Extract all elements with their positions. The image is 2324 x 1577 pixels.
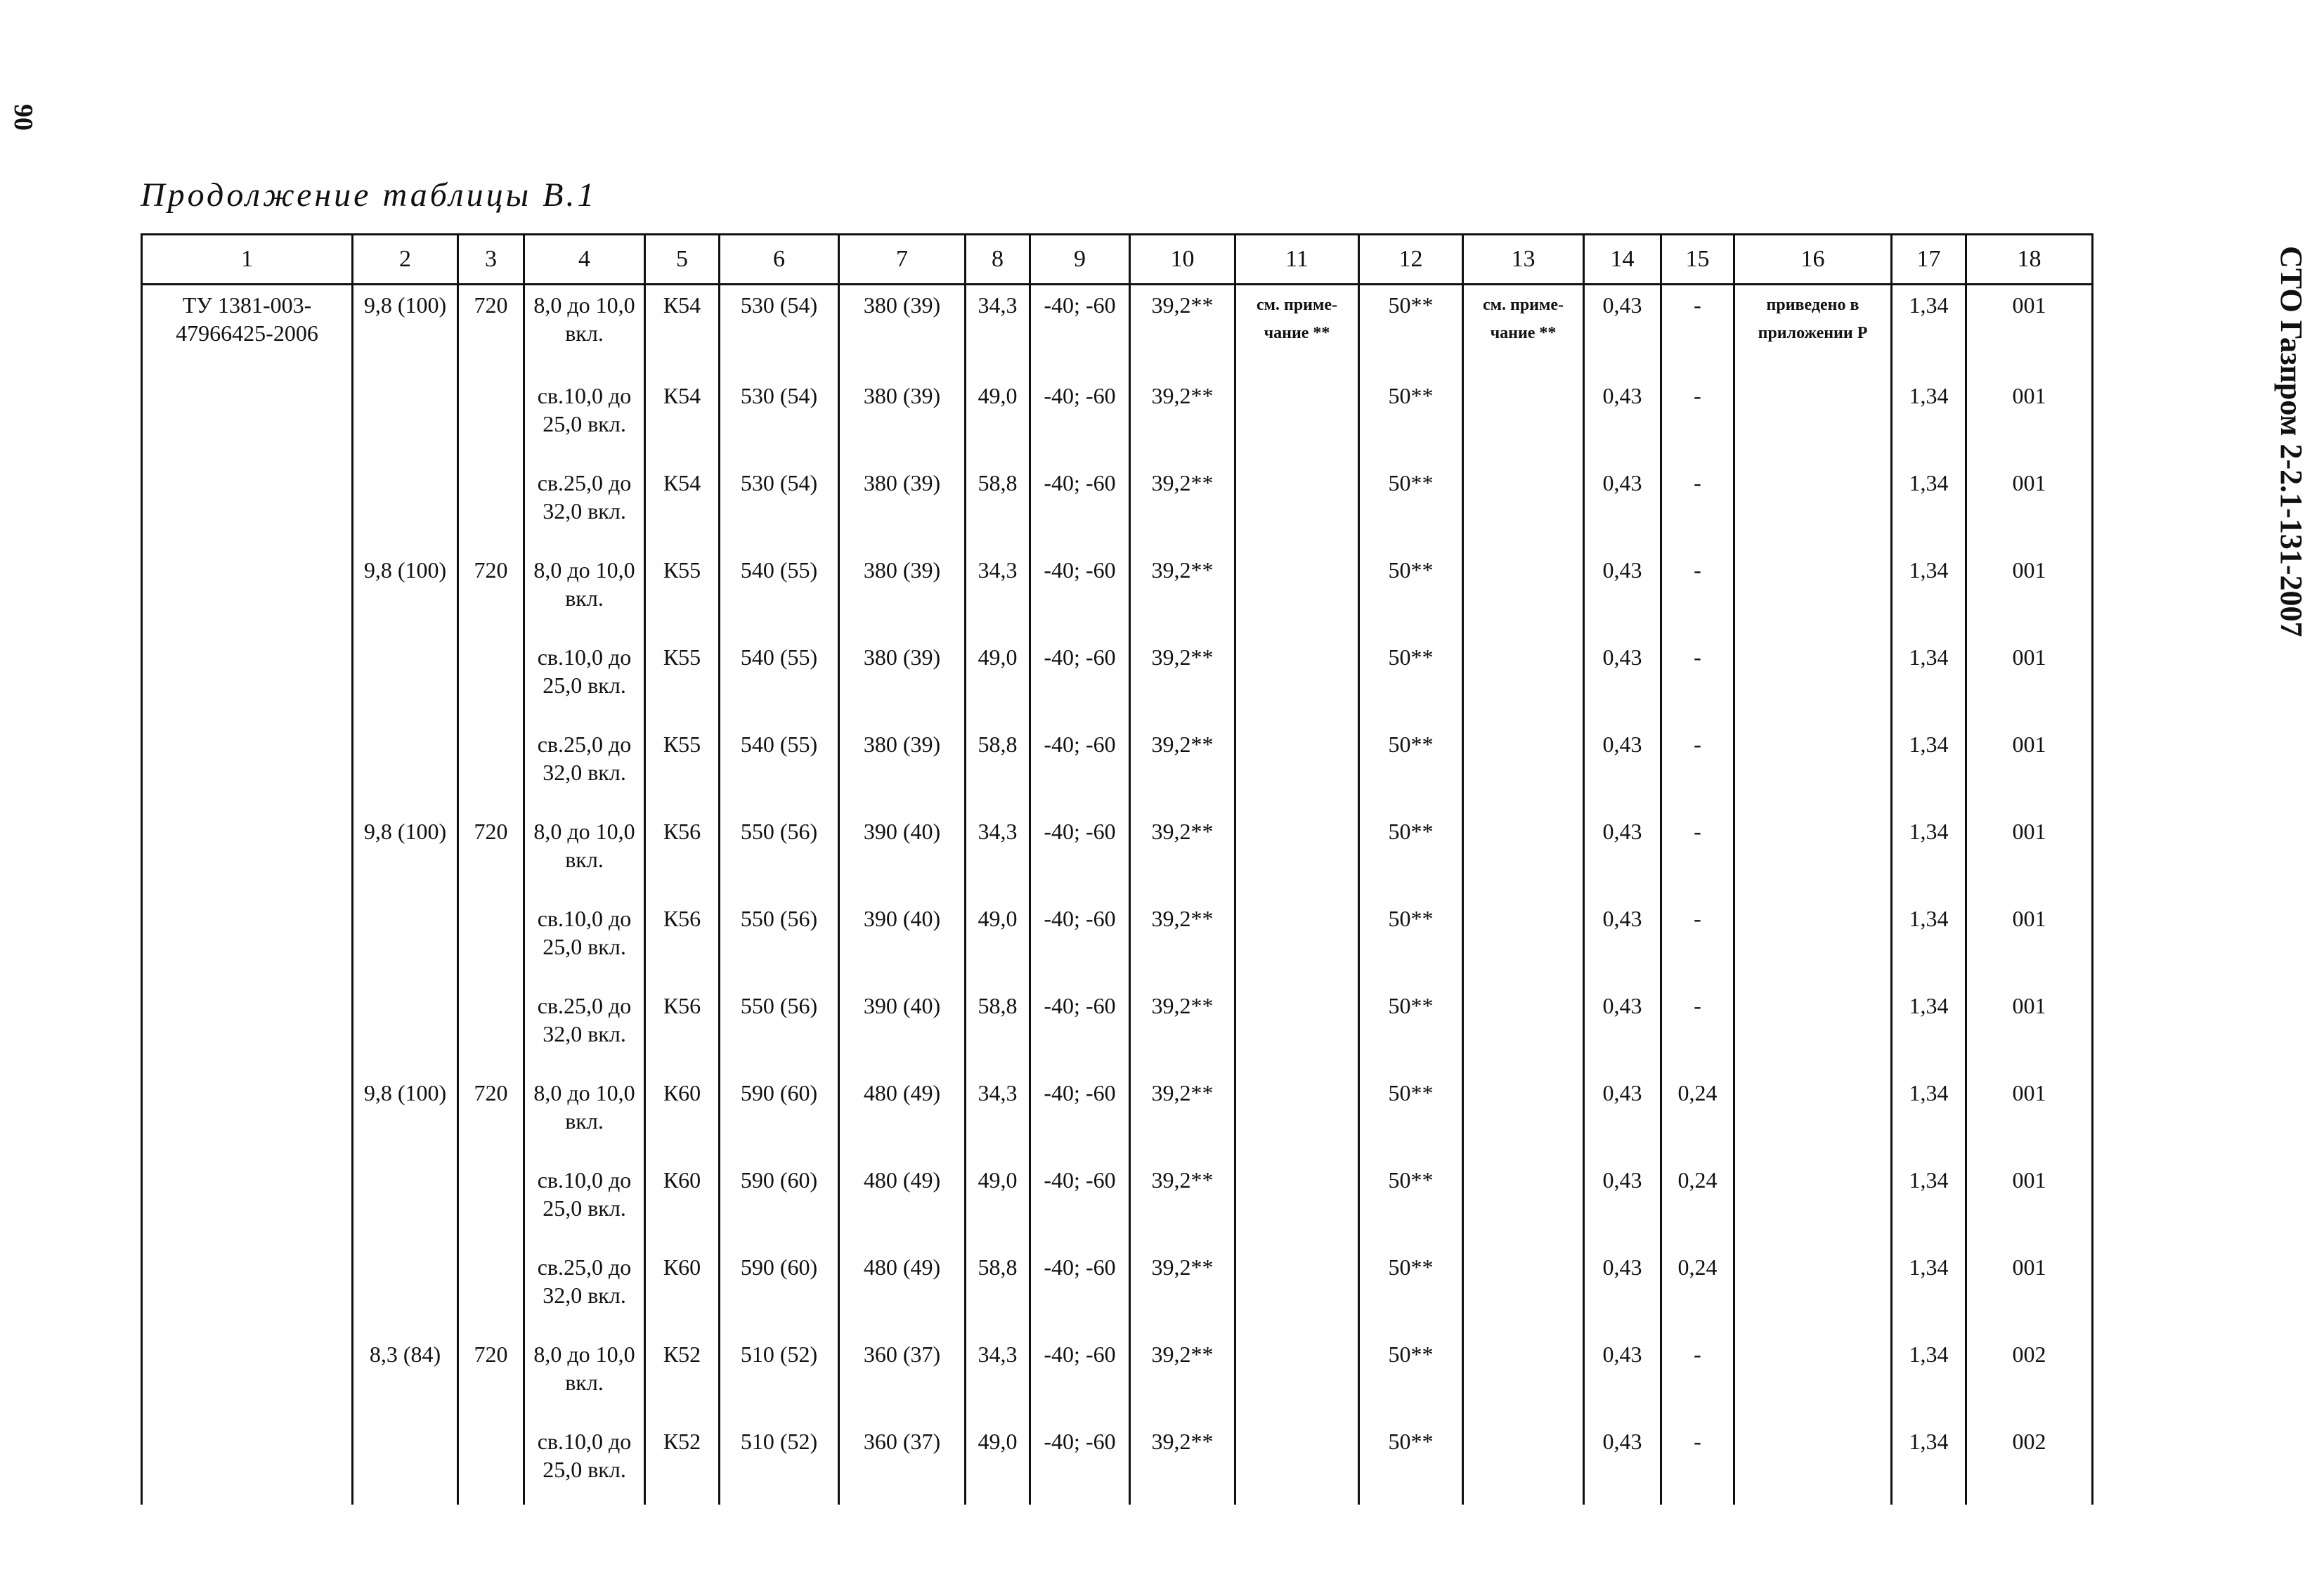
column-header-8: 8 [966,235,1030,285]
table-cell-col-1 [142,720,353,807]
table-cell-col-1 [142,546,353,633]
table-cell-col-1 [142,459,353,546]
table-cell-col-13 [1463,459,1584,546]
table-cell-col-12: 50** [1359,1417,1463,1505]
table-cell-col-16 [1734,1417,1892,1505]
table-cell-col-5: К56 [645,895,720,982]
table-cell-col-13 [1463,895,1584,982]
table-cell-col-14: 0,43 [1584,1069,1661,1156]
table-cell-col-16 [1734,720,1892,807]
table-cell-col-15: - [1661,807,1734,895]
table-cell-col-8: 34,3 [966,546,1030,633]
table-cell-col-6: 590 (60) [720,1069,839,1156]
table-cell-col-2 [353,895,458,982]
table-cell-col-6: 510 (52) [720,1417,839,1505]
table-cell-col-1 [142,1243,353,1330]
table-cell-col-16: приведено в приложении Р [1734,285,1892,372]
table-cell-col-15: - [1661,459,1734,546]
table-cell-col-12: 50** [1359,1069,1463,1156]
table-cell-col-9: -40; -60 [1030,459,1130,546]
table-row [142,1069,2093,1156]
column-header-2: 2 [353,235,458,285]
table-cell-col-3 [458,720,524,807]
table-cell-col-5: К55 [645,720,720,807]
table-cell-col-6: 540 (55) [720,633,839,720]
table-cell-col-13 [1463,720,1584,807]
column-header-7: 7 [839,235,966,285]
table-cell-col-7: 380 (39) [839,633,966,720]
table-cell-col-10: 39,2** [1130,720,1235,807]
table-cell-col-4: 8,0 до 10,0 вкл. [524,1069,645,1156]
table-cell-col-17: 1,34 [1892,633,1966,720]
table-cell-col-2 [353,459,458,546]
table-cell-col-9: -40; -60 [1030,546,1130,633]
table-caption: Продолжение таблицы В.1 [141,176,597,214]
table-cell-col-17: 1,34 [1892,720,1966,807]
table-cell-col-10: 39,2** [1130,807,1235,895]
table-cell-col-4: св.25,0 до 32,0 вкл. [524,1243,645,1330]
table-cell-col-8: 34,3 [966,807,1030,895]
table-cell-col-11 [1235,459,1359,546]
table-cell-col-13 [1463,372,1584,459]
table-cell-col-2 [353,1417,458,1505]
table-cell-col-13 [1463,982,1584,1069]
table-cell-col-4: 8,0 до 10,0 вкл. [524,285,645,372]
table-cell-col-2 [353,1243,458,1330]
table-cell-col-14: 0,43 [1584,1243,1661,1330]
table-cell-col-11 [1235,720,1359,807]
table-cell-col-7: 390 (40) [839,807,966,895]
table-cell-col-11: см. приме-чание ** [1235,285,1359,372]
table-cell-col-13 [1463,1243,1584,1330]
table-cell-col-12: 50** [1359,459,1463,546]
table-cell-col-5: К60 [645,1243,720,1330]
table-cell-col-16 [1734,546,1892,633]
table-cell-col-1 [142,1330,353,1417]
table-cell-col-2: 9,8 (100) [353,546,458,633]
table-cell-col-17: 1,34 [1892,982,1966,1069]
table-cell-col-5: К60 [645,1069,720,1156]
table-cell-col-9: -40; -60 [1030,1243,1130,1330]
table-cell-col-17: 1,34 [1892,372,1966,459]
table-cell-col-18: 001 [1966,1069,2093,1156]
table-cell-col-10: 39,2** [1130,1330,1235,1417]
table-cell-col-14: 0,43 [1584,982,1661,1069]
table-cell-col-3 [458,1156,524,1243]
table-cell-col-12: 50** [1359,807,1463,895]
table-cell-col-14: 0,43 [1584,1330,1661,1417]
table-cell-col-5: К54 [645,372,720,459]
table-cell-col-18: 001 [1966,1156,2093,1243]
table-cell-col-14: 0,43 [1584,285,1661,372]
table-cell-col-10: 39,2** [1130,633,1235,720]
table-cell-col-7: 390 (40) [839,895,966,982]
table-cell-col-15: - [1661,546,1734,633]
table-cell-col-8: 49,0 [966,633,1030,720]
table-cell-col-17: 1,34 [1892,459,1966,546]
table-cell-col-8: 49,0 [966,1417,1030,1505]
table-cell-col-4: 8,0 до 10,0 вкл. [524,546,645,633]
table-row [142,459,2093,546]
table-cell-col-9: -40; -60 [1030,1330,1130,1417]
table-cell-col-14: 0,43 [1584,633,1661,720]
table-cell-col-12: 50** [1359,982,1463,1069]
table-cell-col-3 [458,459,524,546]
table-cell-col-12: 50** [1359,720,1463,807]
table-cell-col-5: К52 [645,1417,720,1505]
table-cell-col-15: - [1661,720,1734,807]
table-cell-col-16 [1734,1156,1892,1243]
table-cell-col-14: 0,43 [1584,546,1661,633]
table-cell-col-18: 001 [1966,720,2093,807]
table-cell-col-17: 1,34 [1892,1069,1966,1156]
table-cell-col-5: К56 [645,807,720,895]
table-cell-col-1 [142,1417,353,1505]
table-cell-col-7: 380 (39) [839,372,966,459]
table-row [142,546,2093,633]
table-cell-col-8: 58,8 [966,459,1030,546]
table-cell-col-2 [353,720,458,807]
table-cell-col-5: К54 [645,459,720,546]
table-cell-col-2: 9,8 (100) [353,285,458,372]
table-cell-col-7: 380 (39) [839,285,966,372]
data-table [141,233,2093,1505]
table-cell-col-2: 9,8 (100) [353,1069,458,1156]
table-cell-col-7: 380 (39) [839,720,966,807]
table-cell-col-11 [1235,1156,1359,1243]
table-cell-col-18: 002 [1966,1330,2093,1417]
table-cell-col-14: 0,43 [1584,720,1661,807]
table-row [142,1330,2093,1417]
table-cell-col-18: 001 [1966,1243,2093,1330]
table-cell-col-8: 49,0 [966,895,1030,982]
table-cell-col-15: - [1661,372,1734,459]
table-cell-col-7: 480 (49) [839,1243,966,1330]
table-cell-col-3: 720 [458,1069,524,1156]
table-cell-col-10: 39,2** [1130,1156,1235,1243]
table-cell-col-8: 49,0 [966,1156,1030,1243]
table-cell-col-15: - [1661,285,1734,372]
column-header-12: 12 [1359,235,1463,285]
table-cell-col-18: 001 [1966,372,2093,459]
table-cell-col-3: 720 [458,1330,524,1417]
table-row [142,720,2093,807]
table-cell-col-14: 0,43 [1584,372,1661,459]
table-cell-col-16 [1734,1243,1892,1330]
table-cell-col-10: 39,2** [1130,372,1235,459]
table-cell-col-15: - [1661,633,1734,720]
table-cell-col-6: 590 (60) [720,1156,839,1243]
table-cell-col-12: 50** [1359,633,1463,720]
table-cell-col-8: 49,0 [966,372,1030,459]
column-header-13: 13 [1463,235,1584,285]
table-cell-col-9: -40; -60 [1030,285,1130,372]
table-cell-col-7: 380 (39) [839,546,966,633]
table-cell-col-16 [1734,372,1892,459]
table-cell-col-14: 0,43 [1584,807,1661,895]
table-cell-col-18: 001 [1966,285,2093,372]
table-cell-col-4: св.10,0 до 25,0 вкл. [524,1417,645,1505]
table-cell-col-1 [142,895,353,982]
column-header-10: 10 [1130,235,1235,285]
table-cell-col-4: 8,0 до 10,0 вкл. [524,1330,645,1417]
table-cell-col-10: 39,2** [1130,982,1235,1069]
table-cell-col-10: 39,2** [1130,1069,1235,1156]
table-cell-col-2 [353,1156,458,1243]
table-cell-col-5: К55 [645,546,720,633]
table-cell-col-4: св.25,0 до 32,0 вкл. [524,982,645,1069]
table-row [142,1417,2093,1505]
column-header-5: 5 [645,235,720,285]
table-cell-col-16 [1734,982,1892,1069]
table-cell-col-17: 1,34 [1892,807,1966,895]
table-row [142,285,2093,372]
table-cell-col-1: ТУ 1381-003-47966425-2006 [142,285,353,372]
table-cell-col-17: 1,34 [1892,1417,1966,1505]
table-cell-col-7: 360 (37) [839,1417,966,1505]
table-cell-col-12: 50** [1359,895,1463,982]
table-cell-col-18: 001 [1966,982,2093,1069]
table-cell-col-9: -40; -60 [1030,895,1130,982]
table-cell-col-7: 480 (49) [839,1069,966,1156]
table-cell-col-2: 9,8 (100) [353,807,458,895]
table-cell-col-12: 50** [1359,285,1463,372]
table-cell-col-6: 550 (56) [720,807,839,895]
table-cell-col-18: 001 [1966,459,2093,546]
column-header-18: 18 [1966,235,2093,285]
table-cell-col-16 [1734,1330,1892,1417]
table-cell-col-6: 530 (54) [720,285,839,372]
table-cell-col-11 [1235,1330,1359,1417]
column-header-11: 11 [1235,235,1359,285]
table-cell-col-11 [1235,546,1359,633]
table-cell-col-10: 39,2** [1130,1243,1235,1330]
table-cell-col-1 [142,807,353,895]
table-cell-col-11 [1235,1069,1359,1156]
table-row [142,982,2093,1069]
table-cell-col-6: 590 (60) [720,1243,839,1330]
column-header-4: 4 [524,235,645,285]
table-cell-col-3: 720 [458,807,524,895]
column-header-6: 6 [720,235,839,285]
table-cell-col-11 [1235,1243,1359,1330]
table-cell-col-1 [142,1069,353,1156]
table-cell-col-17: 1,34 [1892,1243,1966,1330]
table-cell-col-10: 39,2** [1130,895,1235,982]
table-cell-col-9: -40; -60 [1030,982,1130,1069]
table-cell-col-8: 34,3 [966,285,1030,372]
table-cell-col-16 [1734,807,1892,895]
table-cell-col-9: -40; -60 [1030,633,1130,720]
table-cell-col-18: 001 [1966,633,2093,720]
table-cell-col-16 [1734,1069,1892,1156]
table-cell-col-7: 480 (49) [839,1156,966,1243]
table-cell-col-10: 39,2** [1130,1417,1235,1505]
column-header-14: 14 [1584,235,1661,285]
table-cell-col-3: 720 [458,285,524,372]
header-row [142,235,2093,285]
table-cell-col-3 [458,982,524,1069]
table-cell-col-13 [1463,1069,1584,1156]
table-cell-col-9: -40; -60 [1030,1156,1130,1243]
table-cell-col-3 [458,633,524,720]
table-cell-col-7: 360 (37) [839,1330,966,1417]
table-cell-col-9: -40; -60 [1030,807,1130,895]
table-cell-col-13: см. приме-чание ** [1463,285,1584,372]
table-cell-col-10: 39,2** [1130,459,1235,546]
table-cell-col-14: 0,43 [1584,1156,1661,1243]
table-cell-col-16 [1734,459,1892,546]
column-header-1: 1 [142,235,353,285]
table-cell-col-3 [458,1417,524,1505]
table-row [142,633,2093,720]
table-cell-col-17: 1,34 [1892,1156,1966,1243]
table-cell-col-12: 50** [1359,1243,1463,1330]
table-cell-col-5: К52 [645,1330,720,1417]
table-cell-col-6: 530 (54) [720,459,839,546]
table-cell-col-15: - [1661,982,1734,1069]
table-row [142,1156,2093,1243]
table-row [142,1243,2093,1330]
table-cell-col-6: 530 (54) [720,372,839,459]
table-cell-col-3 [458,1243,524,1330]
table-cell-col-4: св.25,0 до 32,0 вкл. [524,459,645,546]
table-cell-col-3: 720 [458,546,524,633]
table-cell-col-12: 50** [1359,1330,1463,1417]
table-cell-col-11 [1235,982,1359,1069]
table-cell-col-4: св.25,0 до 32,0 вкл. [524,720,645,807]
table-cell-col-6: 540 (55) [720,546,839,633]
table-cell-col-12: 50** [1359,372,1463,459]
table-cell-col-14: 0,43 [1584,459,1661,546]
table-cell-col-11 [1235,1417,1359,1505]
table-body [142,285,2093,1505]
table-cell-col-5: К54 [645,285,720,372]
page-number: 90 [8,104,38,131]
table-cell-col-13 [1463,807,1584,895]
column-header-3: 3 [458,235,524,285]
table-cell-col-9: -40; -60 [1030,1069,1130,1156]
table-cell-col-2 [353,982,458,1069]
table-cell-col-11 [1235,895,1359,982]
table-cell-col-15: 0,24 [1661,1069,1734,1156]
table-cell-col-12: 50** [1359,1156,1463,1243]
table-cell-col-2: 8,3 (84) [353,1330,458,1417]
table-cell-col-1 [142,982,353,1069]
table-cell-col-17: 1,34 [1892,1330,1966,1417]
table-cell-col-4: св.10,0 до 25,0 вкл. [524,633,645,720]
table-cell-col-9: -40; -60 [1030,720,1130,807]
table-row [142,807,2093,895]
table-cell-col-5: К56 [645,982,720,1069]
table-cell-col-15: 0,24 [1661,1156,1734,1243]
table-cell-col-8: 34,3 [966,1330,1030,1417]
table-cell-col-13 [1463,1330,1584,1417]
table-cell-col-15: - [1661,895,1734,982]
table-row [142,895,2093,982]
table-cell-col-15: - [1661,1330,1734,1417]
table-cell-col-5: К60 [645,1156,720,1243]
table-cell-col-11 [1235,807,1359,895]
table-cell-col-13 [1463,1417,1584,1505]
table-cell-col-16 [1734,633,1892,720]
table-cell-col-3 [458,372,524,459]
table-cell-col-18: 001 [1966,895,2093,982]
table-cell-col-7: 380 (39) [839,459,966,546]
table-cell-col-18: 001 [1966,807,2093,895]
table-cell-col-9: -40; -60 [1030,1417,1130,1505]
table-cell-col-13 [1463,633,1584,720]
table-cell-col-11 [1235,633,1359,720]
column-header-9: 9 [1030,235,1130,285]
table-cell-col-1 [142,372,353,459]
table-cell-col-12: 50** [1359,546,1463,633]
table-cell-col-8: 58,8 [966,1243,1030,1330]
table-cell-col-13 [1463,1156,1584,1243]
table-cell-col-9: -40; -60 [1030,372,1130,459]
table-cell-col-1 [142,633,353,720]
table-cell-col-6: 540 (55) [720,720,839,807]
table-cell-col-15: 0,24 [1661,1243,1734,1330]
table-cell-col-4: 8,0 до 10,0 вкл. [524,807,645,895]
column-header-17: 17 [1892,235,1966,285]
standard-code: СТО Газпром 2-2.1-131-2007 [2274,246,2309,637]
table-cell-col-10: 39,2** [1130,285,1235,372]
table-cell-col-18: 001 [1966,546,2093,633]
table-cell-col-2 [353,372,458,459]
column-header-15: 15 [1661,235,1734,285]
table-cell-col-7: 390 (40) [839,982,966,1069]
table-cell-col-16 [1734,895,1892,982]
table-cell-col-8: 58,8 [966,720,1030,807]
table-cell-col-17: 1,34 [1892,546,1966,633]
table-cell-col-17: 1,34 [1892,895,1966,982]
table-cell-col-15: - [1661,1417,1734,1505]
table-cell-col-17: 1,34 [1892,285,1966,372]
table-cell-col-5: К55 [645,633,720,720]
table-cell-col-4: св.10,0 до 25,0 вкл. [524,1156,645,1243]
table-cell-col-2 [353,633,458,720]
table-cell-col-3 [458,895,524,982]
table-row [142,372,2093,459]
table-cell-col-6: 550 (56) [720,895,839,982]
table-cell-col-14: 0,43 [1584,1417,1661,1505]
table-cell-col-8: 58,8 [966,982,1030,1069]
table-cell-col-18: 002 [1966,1417,2093,1505]
table-cell-col-1 [142,1156,353,1243]
table-cell-col-4: св.10,0 до 25,0 вкл. [524,372,645,459]
column-header-16: 16 [1734,235,1892,285]
table-cell-col-4: св.10,0 до 25,0 вкл. [524,895,645,982]
table-cell-col-14: 0,43 [1584,895,1661,982]
table-cell-col-11 [1235,372,1359,459]
table-cell-col-6: 510 (52) [720,1330,839,1417]
table-cell-col-6: 550 (56) [720,982,839,1069]
table-cell-col-10: 39,2** [1130,546,1235,633]
table-cell-col-8: 34,3 [966,1069,1030,1156]
table-cell-col-13 [1463,546,1584,633]
